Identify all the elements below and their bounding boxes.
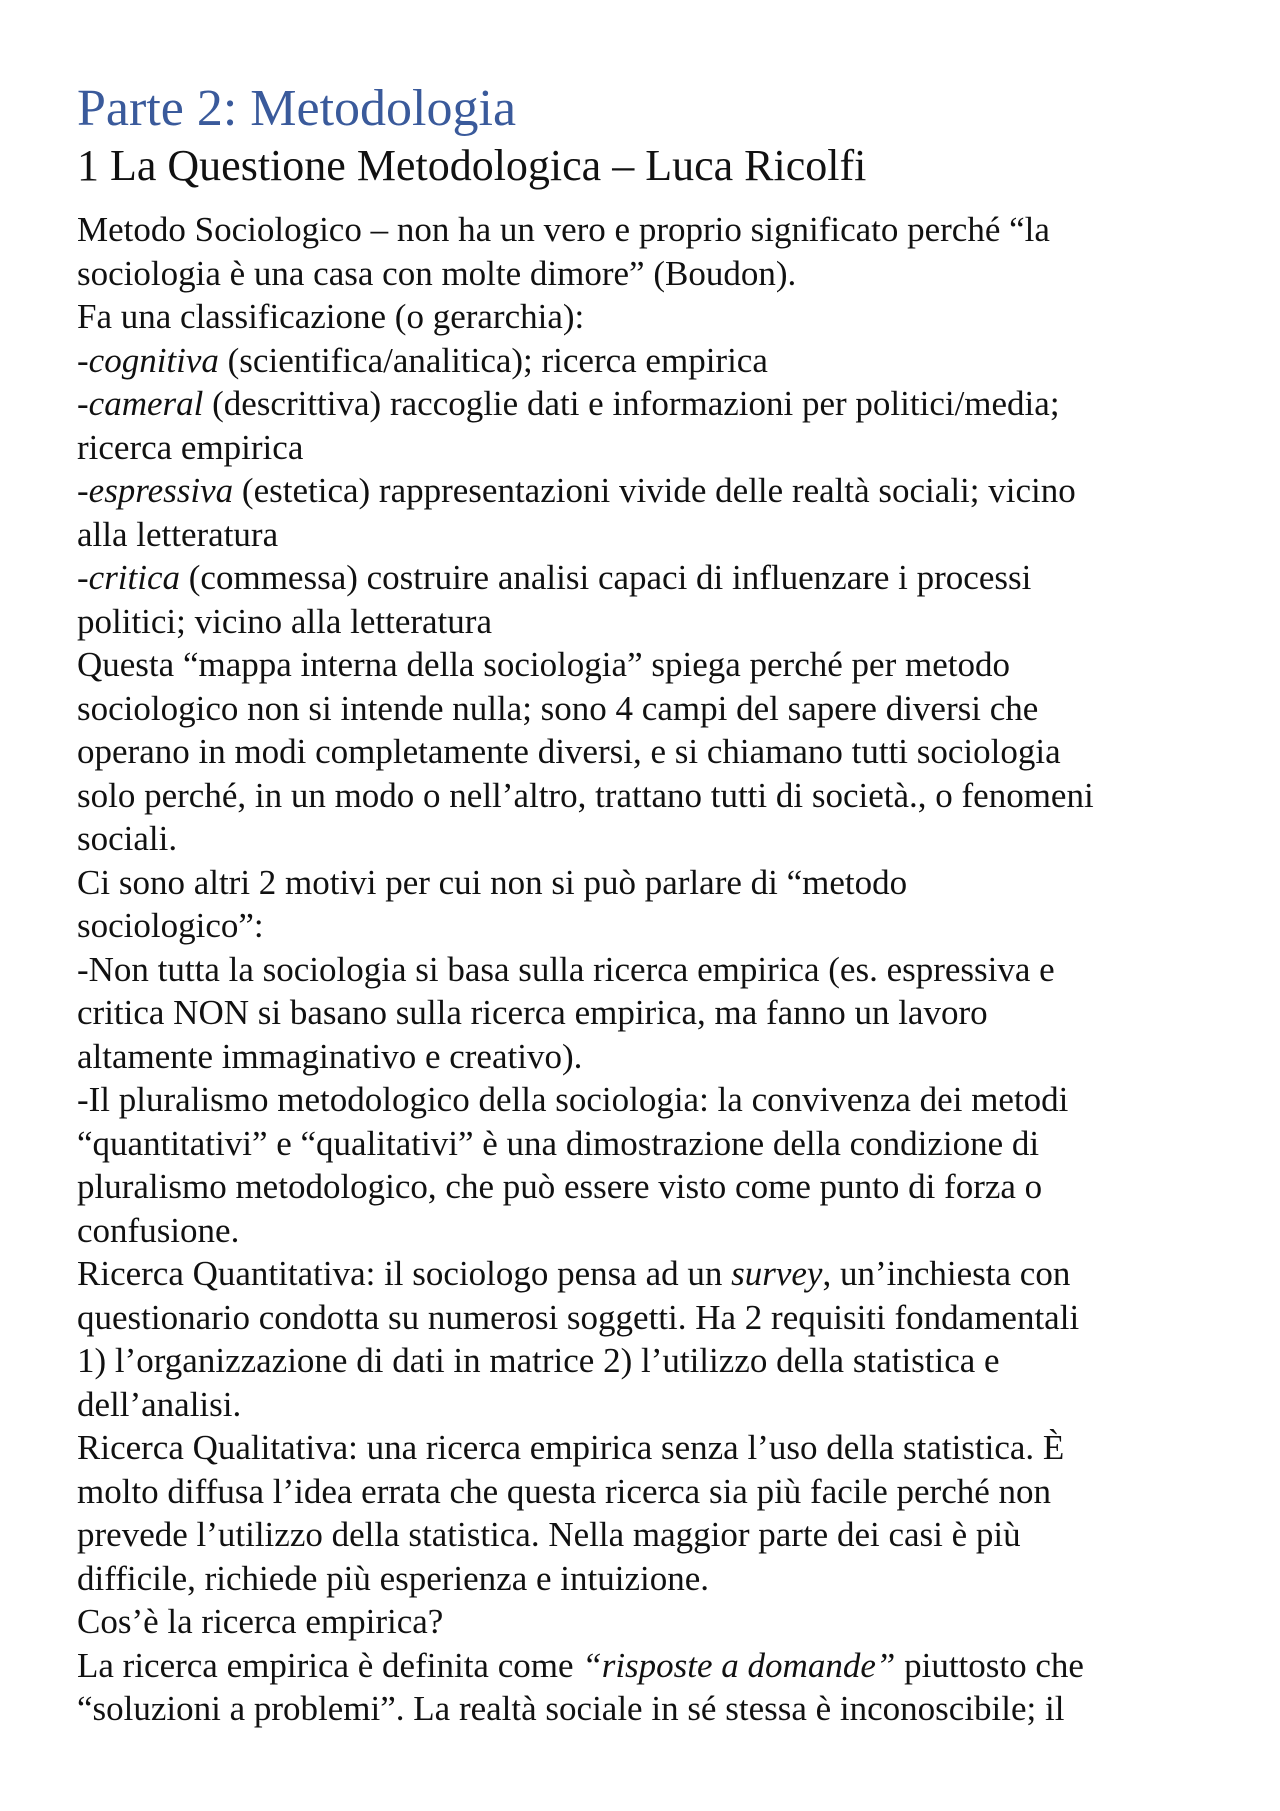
text-line: -Il pluralismo metodologico della sociologia: la convivenza dei metodi: [77, 1080, 1069, 1119]
list-dash: -: [77, 558, 89, 597]
text-span: piuttosto che: [895, 1645, 1084, 1685]
term-survey: survey: [731, 1254, 823, 1293]
text-line-quantitativa: [77, 1252, 1217, 1296]
list-item-espressiva: [77, 469, 1217, 513]
text-line: confusione.: [77, 1210, 240, 1250]
text-span: (estetica) rappresentazioni vivide delle realtà sociali; vicino: [233, 471, 1076, 510]
list-dash: -: [77, 471, 89, 510]
text-line: molto diffusa l’idea errata che questa ricerca sia più facile perché non: [77, 1471, 1052, 1511]
text-line: difficile, richiede più esperienza e intuizione.: [77, 1558, 709, 1598]
text-span: , un’inchiesta con: [822, 1254, 1071, 1293]
text-line: Ci sono altri 2 motivi per cui non si può parlare di “metodo: [77, 862, 908, 902]
list-dash: -: [77, 340, 89, 380]
text-line: operano in modi completamente diversi, e si chiamano tutti sociologia: [77, 732, 1061, 771]
text-line: alla letteratura: [77, 514, 279, 554]
text-span: Ricerca Quantitativa: il sociologo pensa ad un: [77, 1254, 732, 1293]
text-line: Cos’è la ricerca empirica?: [77, 1602, 444, 1641]
text-line: sociali.: [77, 819, 178, 858]
text-line: sociologia è una casa con molte dimore” (Boudon).: [77, 253, 797, 293]
list-dash: -: [77, 384, 89, 423]
document-page: [77, 78, 1217, 1731]
document-body: [77, 208, 1217, 1731]
text-line: sociologico”:: [77, 906, 264, 945]
term-risposte-a-domande: “risposte a domande”: [582, 1645, 896, 1685]
list-item-cognitiva: [77, 339, 1217, 383]
text-line: ricerca empirica: [77, 427, 304, 467]
text-span: La ricerca empirica è definita come: [77, 1645, 583, 1685]
text-span: (commessa) costruire analisi capaci di influenzare i processi: [180, 558, 1032, 597]
text-line: -Non tutta la sociologia si basa sulla ricerca empirica (es. espressiva e: [77, 949, 1055, 989]
text-line: Metodo Sociologico – non ha un vero e proprio significato perché “la: [77, 210, 1050, 249]
text-line: critica NON si basano sulla ricerca empirica, ma fanno un lavoro: [77, 993, 988, 1032]
list-item-cameral: [77, 382, 1217, 426]
text-line: Questa “mappa interna della sociologia” spiega perché per metodo: [77, 645, 1010, 684]
part-title: Parte 2: Metodologia: [77, 80, 517, 137]
term-cameral: cameral: [88, 384, 204, 423]
chapter-title: 1 La Questione Metodologica – Luca Ricolfi: [77, 141, 867, 190]
list-item-critica: [77, 556, 1217, 600]
text-span: (descrittiva) raccoglie dati e informazioni per politici/media;: [203, 384, 1060, 423]
text-span: (scientifica/analitica); ricerca empirica: [218, 340, 768, 380]
text-line: questionario condotta su numerosi soggetti. Ha 2 requisiti fondamentali: [77, 1297, 1080, 1337]
text-line: prevede l’utilizzo della statistica. Nella maggior parte dei casi è più: [77, 1515, 1021, 1554]
text-line: altamente immaginativo e creativo).: [77, 1036, 583, 1076]
term-critica: critica: [88, 558, 181, 597]
text-line: pluralismo metodologico, che può essere visto come punto di forza o: [77, 1167, 1043, 1206]
text-line: “quantitativi” e “qualitativi” è una dimostrazione della condizione di: [77, 1123, 1040, 1163]
text-line: Ricerca Qualitativa: una ricerca empirica senza l’uso della statistica. È: [77, 1428, 1065, 1467]
text-line: solo perché, in un modo o nell’altro, trattano tutti di società., o fenomeni: [77, 775, 1094, 815]
text-line: politici; vicino alla letteratura: [77, 601, 492, 641]
term-cognitiva: cognitiva: [88, 340, 219, 380]
text-line-definizione: [77, 1644, 1217, 1688]
text-line: sociologico non si intende nulla; sono 4 campi del sapere diversi che: [77, 688, 1039, 728]
text-line: “soluzioni a problemi”. La realtà sociale in sé stessa è inconoscibile; il: [77, 1689, 1065, 1728]
text-line: 1) l’organizzazione di dati in matrice 2) l’utilizzo della statistica e: [77, 1341, 1000, 1380]
term-espressiva: espressiva: [88, 471, 234, 510]
text-line: dell’analisi.: [77, 1384, 242, 1424]
text-line: Fa una classificazione (o gerarchia):: [77, 297, 585, 336]
